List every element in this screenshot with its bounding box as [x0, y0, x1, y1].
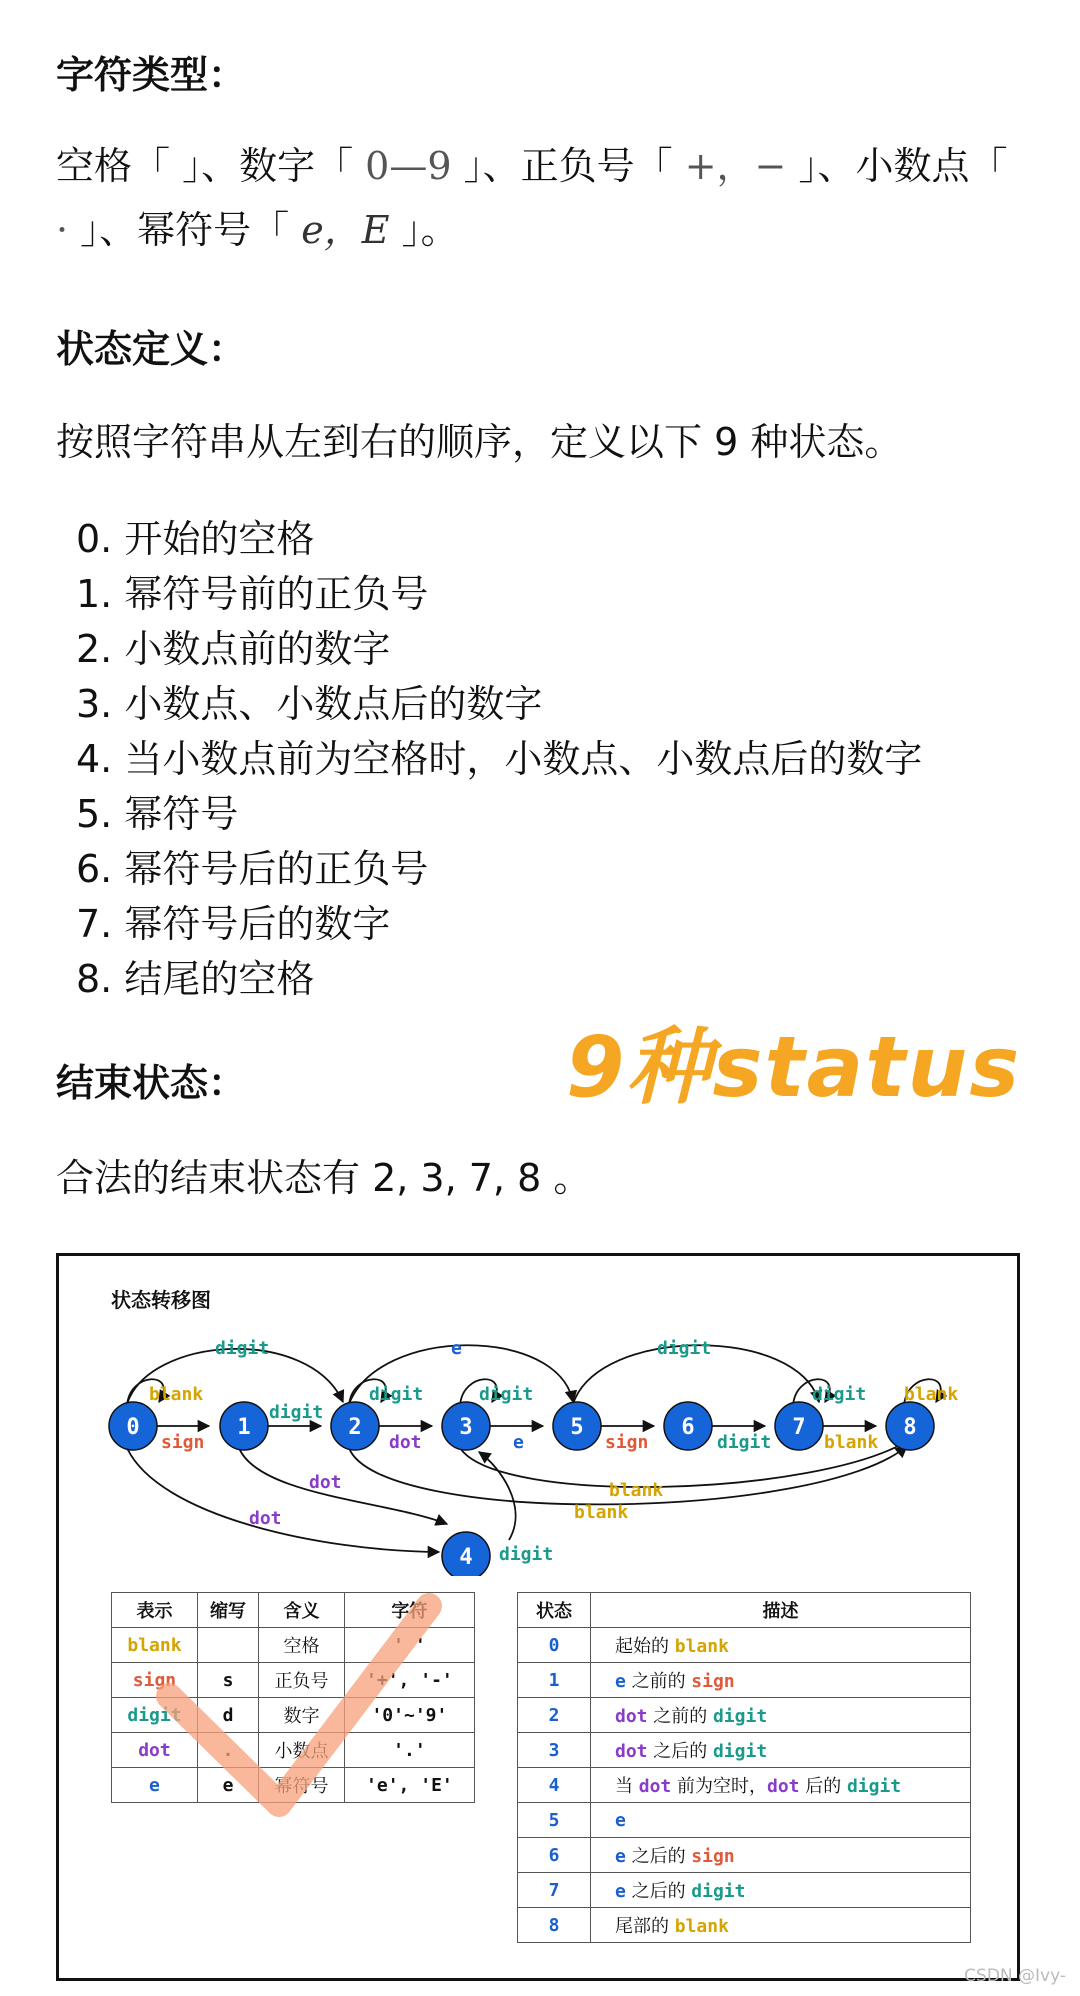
node-8: 8: [903, 1415, 917, 1440]
state-item: 8. 结尾的空格: [76, 957, 315, 1001]
state-item: 7. 幂符号后的数字: [76, 902, 391, 946]
svg-text:dot: dot: [309, 1472, 342, 1493]
state-item: 5. 幂符号: [76, 792, 239, 836]
table-row: 5 e: [518, 1803, 971, 1838]
table-row: 3 dot 之后的 digit: [518, 1733, 971, 1768]
state-item: 3. 小数点、小数点后的数字: [76, 682, 543, 726]
svg-text:dot: dot: [249, 1508, 282, 1529]
state-item: 6. 幂符号后的正负号: [76, 847, 429, 891]
svg-text:digit: digit: [499, 1544, 554, 1565]
table-row: dot . 小数点 '.': [112, 1733, 475, 1768]
state-def-text: 按照字符串从左到右的顺序，定义以下 9 种状态。: [56, 420, 903, 464]
end-state-text: 合法的结束状态有 2, 3, 7, 8 。: [56, 1156, 592, 1200]
svg-text:digit: digit: [215, 1338, 270, 1359]
table-row: digit d 数字 '0'~'9': [112, 1698, 475, 1733]
node-5: 5: [570, 1415, 584, 1440]
state-transition-figure: [56, 1253, 1020, 1981]
state-diagram: [59, 1316, 1019, 1576]
node-6: 6: [681, 1415, 695, 1440]
svg-text:blank: blank: [609, 1480, 664, 1501]
svg-text:e: e: [513, 1432, 524, 1453]
state-list: [76, 512, 922, 1007]
svg-text:digit: digit: [657, 1338, 712, 1359]
svg-text:digit: digit: [269, 1402, 324, 1423]
state-item: 0. 开始的空格: [76, 517, 315, 561]
symbol-table: 表示 缩写 含义 字符 blank 空格 ' ' sign s 正负号 '+', '-' digit d 数字 '0'~'9' dot . 小数点 '.' e e 幂符号 'e', 'E': [111, 1592, 475, 1803]
svg-text:digit: digit: [369, 1384, 424, 1405]
char-types-text: 空格「 」、数字「 0—9 」、正负号「 +，− 」、小数点「 · 」、幂符号「 e，E 」。: [56, 144, 1008, 252]
handwritten-note: 9种status: [566, 1018, 1022, 1116]
table-row: 8 尾部的 blank: [518, 1908, 971, 1943]
checkmark-annotation: [129, 1576, 449, 1836]
svg-text:digit: digit: [717, 1432, 772, 1453]
state-item: 4. 当小数点前为空格时，小数点、小数点后的数字: [76, 737, 923, 781]
svg-text:e: e: [451, 1338, 462, 1359]
svg-text:blank: blank: [824, 1432, 879, 1453]
node-3: 3: [459, 1415, 473, 1440]
svg-text:dot: dot: [389, 1432, 422, 1453]
svg-text:sign: sign: [605, 1432, 649, 1453]
svg-text:blank: blank: [574, 1502, 629, 1523]
svg-text:blank: blank: [904, 1384, 959, 1405]
figure-title: 状态转移图: [111, 1288, 211, 1312]
watermark: CSDN @Ivy-: [964, 1966, 1066, 1986]
svg-text:blank: blank: [149, 1384, 204, 1405]
state-item: 1. 幂符号前的正负号: [76, 572, 429, 616]
end-state-heading: 结束状态：: [56, 1061, 247, 1105]
node-2: 2: [348, 1415, 362, 1440]
table-row: 0 起始的 blank: [518, 1628, 971, 1663]
node-4: 4: [459, 1545, 473, 1570]
char-types-heading: 字符类型：: [56, 53, 247, 97]
state-def-heading: 状态定义：: [56, 327, 247, 371]
table-row: 2 dot 之前的 digit: [518, 1698, 971, 1733]
state-item: 2. 小数点前的数字: [76, 627, 391, 671]
svg-text:digit: digit: [812, 1384, 867, 1405]
table-row: 7 e 之后的 digit: [518, 1873, 971, 1908]
table-row: blank 空格 ' ': [112, 1628, 475, 1663]
table-row: 4 当 dot 前为空时，dot 后的 digit: [518, 1768, 971, 1803]
table-row: 1 e 之前的 sign: [518, 1663, 971, 1698]
node-1: 1: [237, 1415, 251, 1440]
svg-text:digit: digit: [479, 1384, 534, 1405]
node-7: 7: [792, 1415, 806, 1440]
table-row: 6 e 之后的 sign: [518, 1838, 971, 1873]
state-table: 状态 描述 0 起始的 blank 1 e 之前的 sign 2 dot 之前的 digit 3 dot 之后的 digit 4 当 dot 前为空时，dot 后的 digit 5 e 6 e 之后的 sign 7 e 之后的 digit 8 尾部的 blank: [517, 1592, 971, 1943]
table-row: sign s 正负号 '+', '-': [112, 1663, 475, 1698]
table-row: e e 幂符号 'e', 'E': [112, 1768, 475, 1803]
node-0: 0: [126, 1415, 140, 1440]
svg-text:sign: sign: [161, 1432, 205, 1453]
